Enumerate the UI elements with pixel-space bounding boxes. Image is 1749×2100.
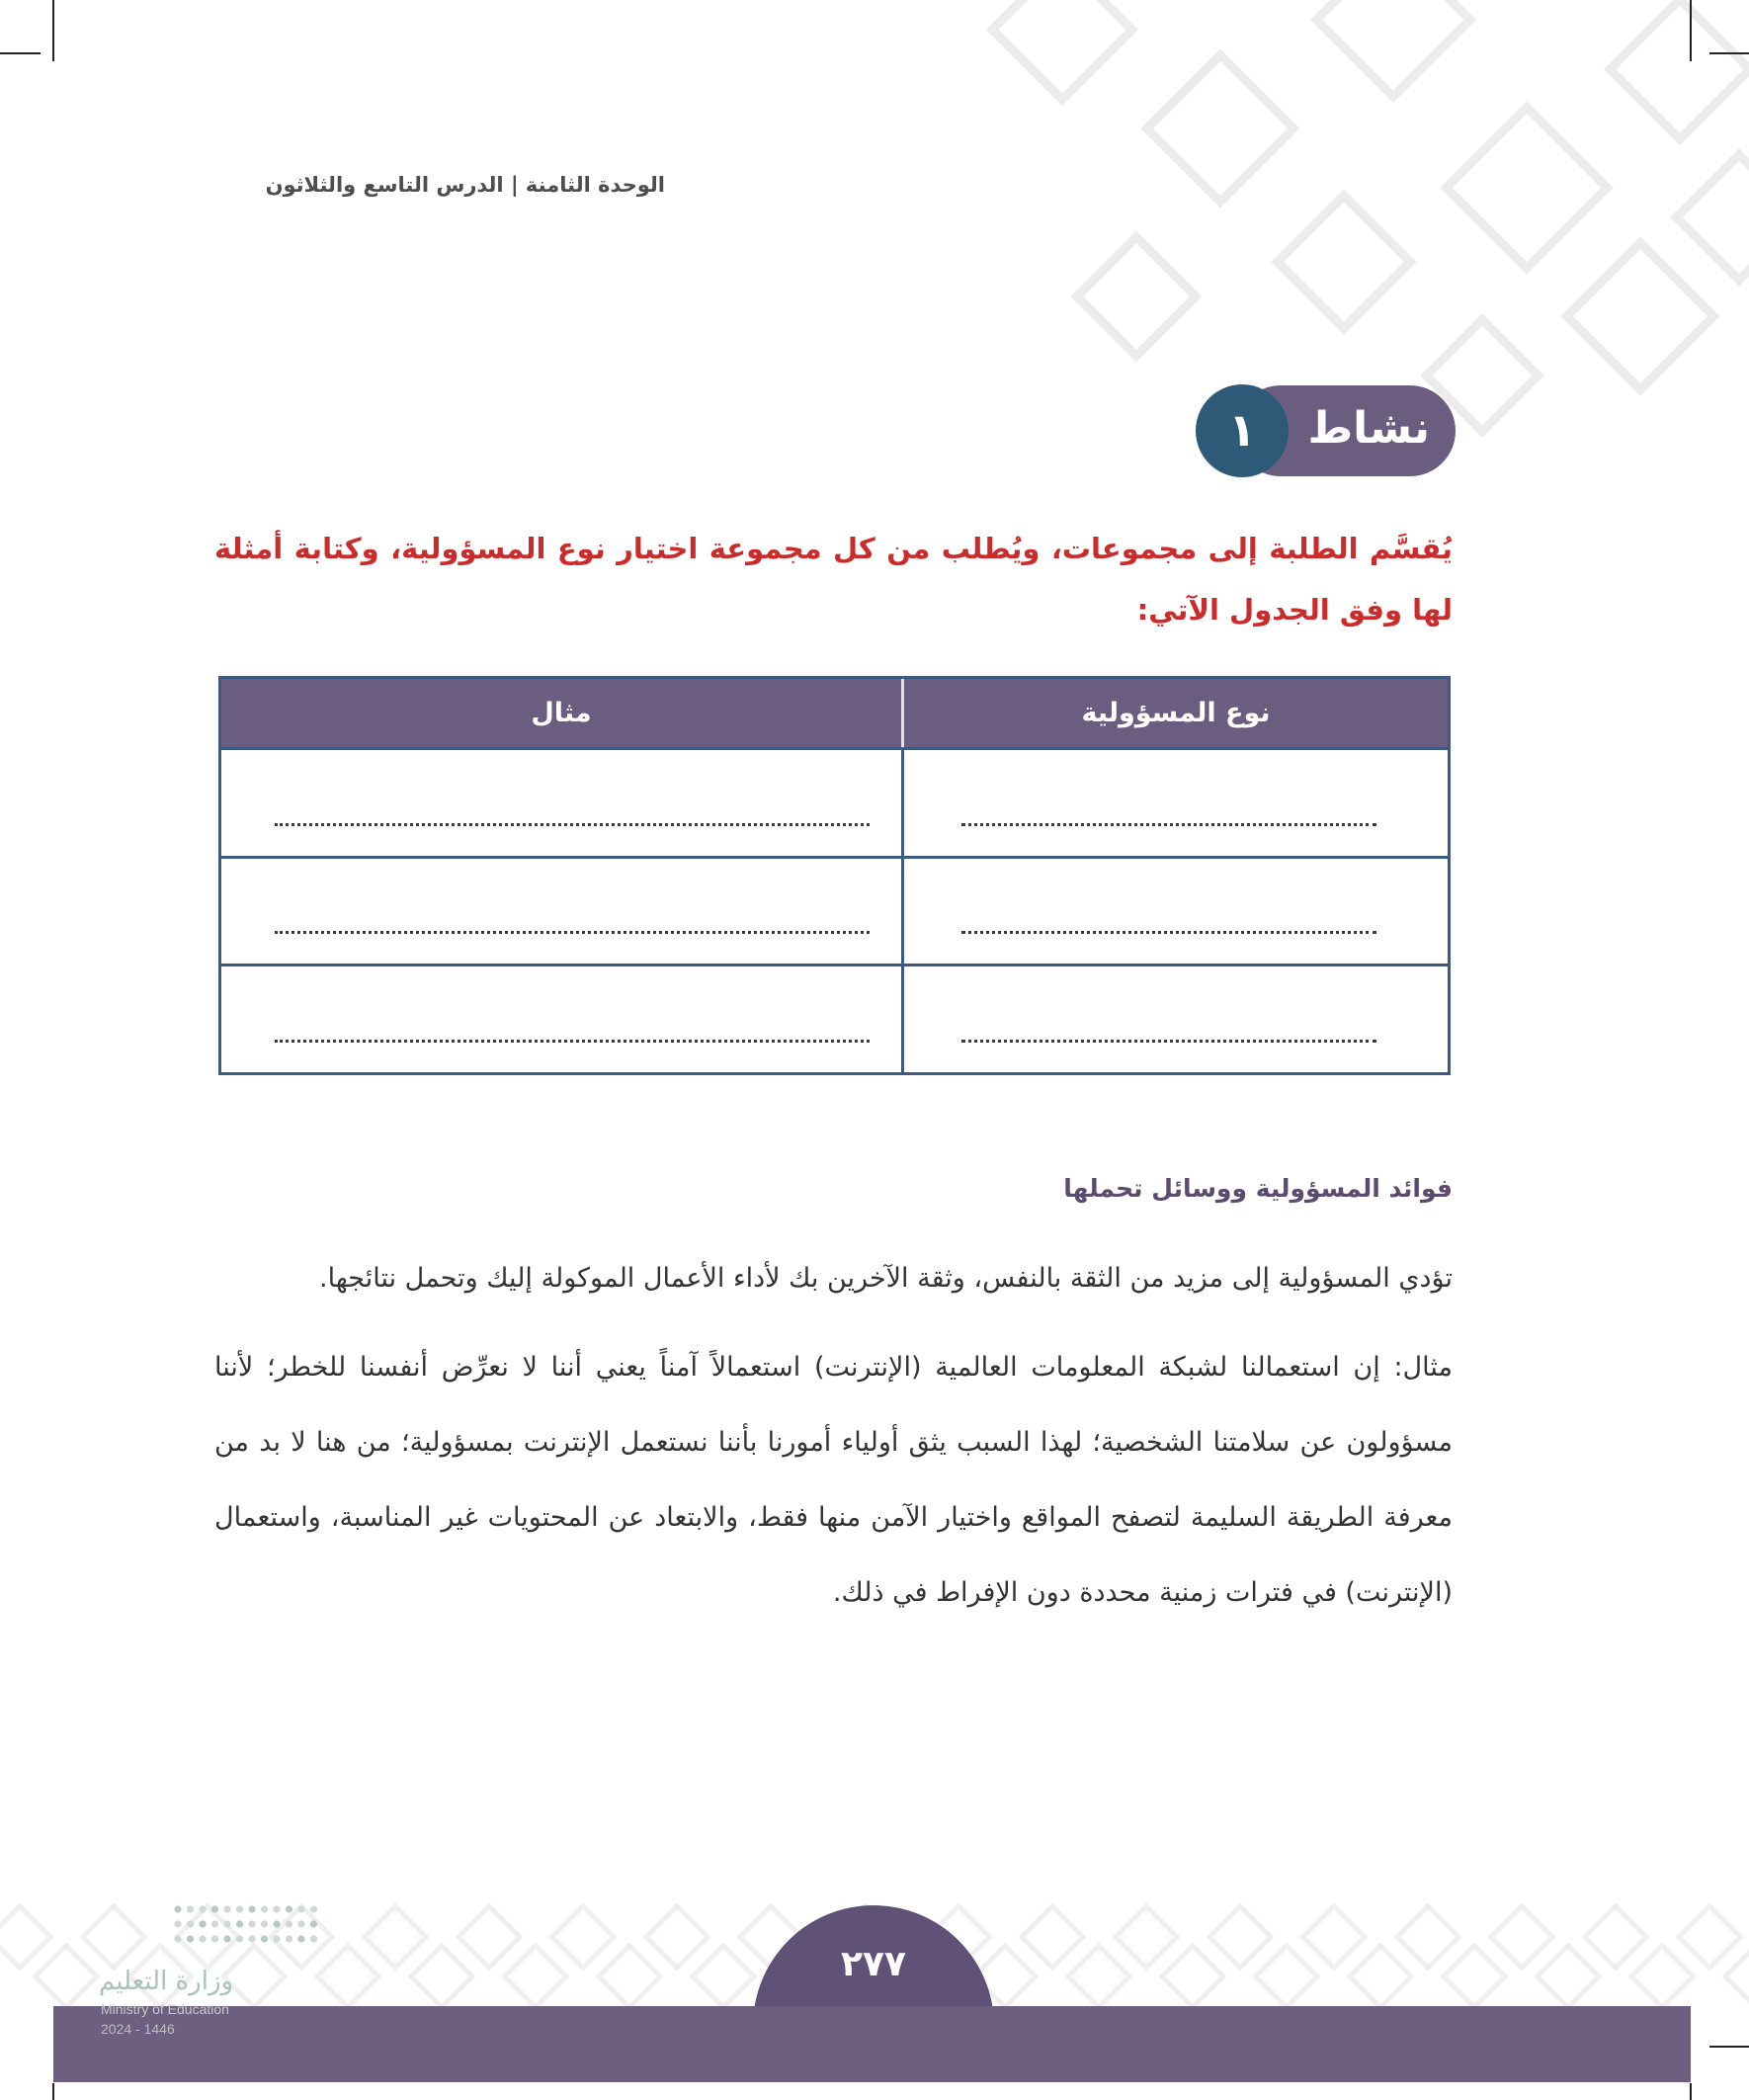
- logo-dot: [174, 1920, 181, 1927]
- logo-dot: [297, 1935, 304, 1942]
- footer-bar: [53, 2006, 1691, 2082]
- pattern-diamond: [1116, 1906, 1177, 1968]
- logo-dot: [199, 1935, 206, 1942]
- crop-mark: [1690, 0, 1692, 61]
- crop-mark: [1709, 2046, 1749, 2048]
- pattern-diamond: [1447, 108, 1608, 269]
- logo-dot: [236, 1920, 243, 1927]
- logo-dot: [211, 1920, 218, 1927]
- pattern-diamond: [1631, 1946, 1693, 2007]
- answer-line: [961, 1040, 1376, 1043]
- pattern-diamond: [1676, 154, 1749, 280]
- logo-dot: [273, 1920, 280, 1927]
- logo-dot: [286, 1920, 292, 1927]
- paragraph: مثال: إن استعمالنا لشبكة المعلومات العالمية (الإنترنت) استعمالاً آمناً يعني أننا لا نعرِّض أنفسنا للخطر؛ لأننا مسؤولون عن سلامتنا الشخصية؛ لهذا السبب يثق أولياء أمورنا بأننا نستعمل الإنترنت بمسؤولية؛ من هنا لا بد من معرفة الطريقة السليمة لتصفح المواقع واختيار الآمن منها فقط، والابتعاد عن المحتويات غير المناسبة، واستعمال (الإنترنت) في فترات زمنية محددة دون الإفراط في ذلك.: [214, 1352, 1453, 1608]
- logo-dot: [187, 1935, 194, 1942]
- ministry-logo-icon: [170, 1899, 328, 1951]
- pattern-diamond: [552, 1906, 614, 1968]
- logo-dot: [310, 1920, 317, 1927]
- pattern-diamond: [1725, 1946, 1749, 2007]
- pattern-diamond: [1278, 196, 1410, 328]
- answer-line: [275, 1040, 870, 1043]
- pattern-diamond: [1303, 1906, 1365, 1968]
- ministry-logo-english: Ministry of Education: [101, 2001, 229, 2017]
- logo-dot: [310, 1935, 317, 1942]
- pattern-diamond: [1209, 1906, 1271, 1968]
- logo-dot: [211, 1935, 218, 1942]
- pattern-diamond: [1397, 1906, 1458, 1968]
- pattern-diamond: [1444, 1946, 1505, 2007]
- answer-line: [961, 823, 1376, 826]
- table-header-type: نوع المسؤولية: [901, 679, 1448, 747]
- crop-mark: [52, 0, 54, 61]
- pattern-diamond: [411, 1946, 472, 2007]
- table-cell-type: [901, 856, 1448, 965]
- logo-dot: [248, 1935, 255, 1942]
- logo-dot: [211, 1905, 218, 1912]
- pattern-diamond: [1567, 243, 1713, 389]
- logo-dot: [310, 1905, 317, 1912]
- logo-dot: [273, 1905, 280, 1912]
- answer-line: [961, 931, 1376, 934]
- logo-dot: [236, 1935, 243, 1942]
- logo-dot: [248, 1920, 255, 1927]
- pattern-diamond: [0, 1906, 50, 1968]
- logo-dot: [223, 1920, 230, 1927]
- answer-line: [275, 931, 870, 934]
- pattern-diamond: [1350, 1946, 1411, 2007]
- logo-dot: [187, 1920, 194, 1927]
- logo-dot: [174, 1935, 181, 1942]
- pattern-diamond: [1147, 55, 1293, 202]
- edition-year: 2024 - 1446: [101, 2021, 175, 2037]
- pattern-diamond: [83, 1906, 144, 1968]
- crop-mark: [0, 52, 41, 54]
- logo-dot: [248, 1905, 255, 1912]
- logo-dot: [286, 1935, 292, 1942]
- activity-number: ١: [1196, 384, 1289, 477]
- pattern-diamond: [365, 1906, 426, 1968]
- logo-dot: [199, 1905, 206, 1912]
- logo-dot: [297, 1920, 304, 1927]
- pattern-diamond: [36, 1946, 97, 2007]
- pattern-diamond: [1491, 1906, 1552, 1968]
- logo-dot: [286, 1905, 292, 1912]
- page-number: ٢٧٧: [841, 1944, 906, 1984]
- ministry-logo-arabic: وزارة التعليم: [99, 1967, 234, 1996]
- pattern-diamond: [1162, 1946, 1223, 2007]
- pattern-diamond: [505, 1946, 566, 2007]
- logo-dot: [223, 1905, 230, 1912]
- table-cell-example: [221, 964, 901, 1072]
- table-cell-type: [901, 964, 1448, 1072]
- logo-dot: [297, 1905, 304, 1912]
- logo-dot: [261, 1935, 268, 1942]
- crop-mark: [52, 2083, 54, 2100]
- activity-instruction: يُقسَّم الطلبة إلى مجموعات، ويُطلب من كل مجموعة اختيار نوع المسؤولية، وكتابة أمثلة لها وفق الجدول الآتي:: [214, 532, 1453, 627]
- pattern-diamond: [1679, 1906, 1740, 1968]
- pattern-diamond: [599, 1946, 660, 2007]
- pattern-diamond: [992, 0, 1131, 100]
- crop-mark: [1690, 2083, 1692, 2100]
- pattern-diamond: [1538, 1946, 1599, 2007]
- pattern-diamond: [693, 1946, 754, 2007]
- activity-table: [218, 676, 1451, 1075]
- logo-dot: [223, 1935, 230, 1942]
- logo-dot: [174, 1905, 181, 1912]
- table-cell-type: [901, 747, 1448, 856]
- logo-dot: [261, 1905, 268, 1912]
- pattern-diamond: [1256, 1946, 1317, 2007]
- crop-mark: [1709, 52, 1749, 54]
- logo-dot: [187, 1905, 194, 1912]
- answer-line: [275, 823, 870, 826]
- pattern-diamond: [1610, 0, 1749, 139]
- table-cell-example: [221, 747, 901, 856]
- pattern-diamond: [317, 1946, 378, 2007]
- activity-label: نشاط: [1307, 403, 1430, 454]
- pattern-diamond: [1585, 1906, 1646, 1968]
- activity-badge: [1196, 385, 1456, 476]
- logo-dot: [236, 1905, 243, 1912]
- pattern-diamond: [1022, 1906, 1083, 1968]
- logo-dot: [199, 1920, 206, 1927]
- logo-dot: [261, 1920, 268, 1927]
- section-heading: فوائد المسؤولية ووسائل تحملها: [1063, 1174, 1453, 1203]
- table-header-example: مثال: [221, 679, 901, 747]
- pattern-diamond: [1068, 1946, 1129, 2007]
- logo-dot: [273, 1935, 280, 1942]
- breadcrumb: الوحدة الثامنة | الدرس التاسع والثلاثون: [265, 173, 665, 197]
- pattern-diamond: [646, 1906, 708, 1968]
- paragraph: تؤدي المسؤولية إلى مزيد من الثقة بالنفس، وثقة الآخرين بك لأداء الأعمال الموكولة إليك وتحمل نتائجها.: [319, 1263, 1453, 1294]
- benefits-section: [214, 1168, 1453, 1631]
- pattern-diamond: [458, 1906, 520, 1968]
- pattern-diamond: [1077, 237, 1196, 356]
- pattern-diamond: [1316, 0, 1470, 97]
- table-cell-example: [221, 856, 901, 965]
